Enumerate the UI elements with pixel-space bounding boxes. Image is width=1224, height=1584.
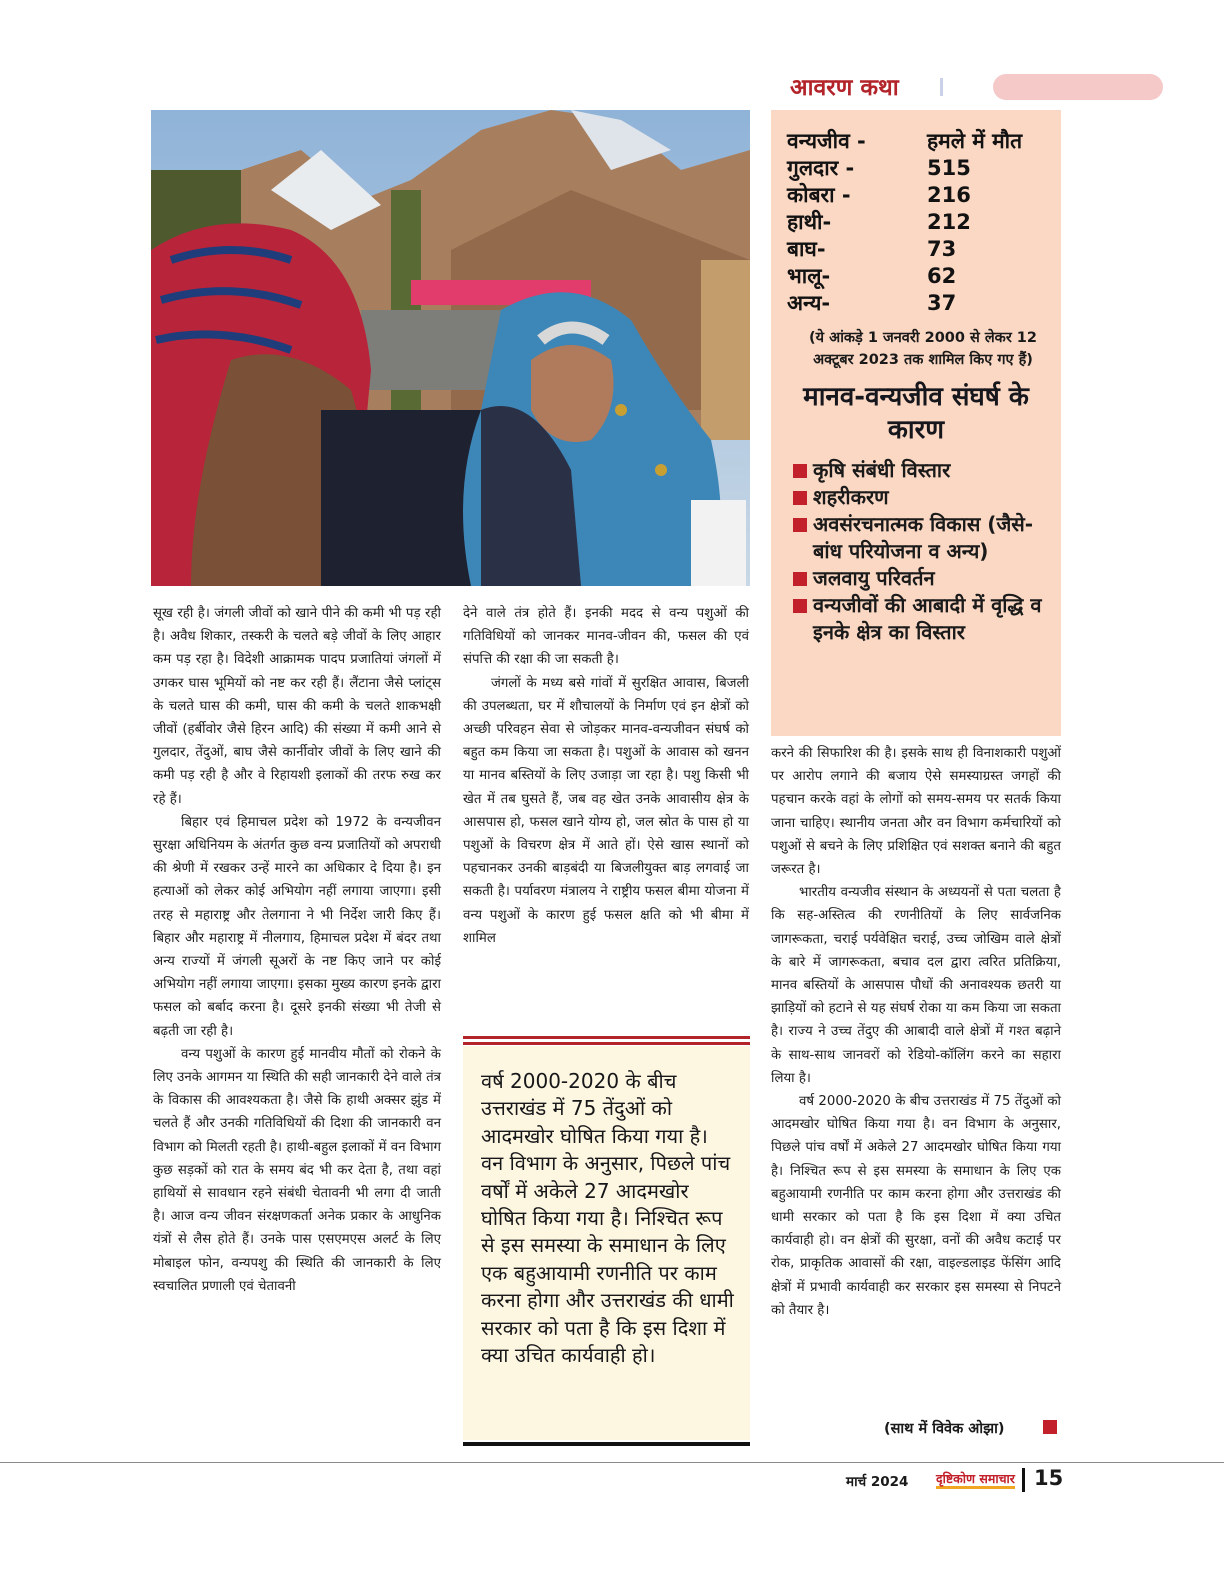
stats-row (787, 155, 1045, 182)
issue-date: मार्च 2024 (846, 1474, 909, 1490)
stats-value: 73 (927, 237, 957, 261)
cause-text: शहरीकरण (813, 485, 889, 509)
stats-row (787, 263, 1045, 290)
article-column-1 (153, 602, 441, 1298)
list-item (787, 484, 1045, 511)
stats-row (787, 236, 1045, 263)
stats-value: 212 (927, 210, 971, 234)
stats-row (787, 290, 1045, 317)
stats-row (787, 182, 1045, 209)
list-item (787, 511, 1045, 565)
stats-animal: भालू- (787, 264, 831, 288)
causes-list (787, 457, 1045, 646)
stats-animal: कोबरा - (787, 183, 851, 207)
stats-animal: वन्यजीव - (787, 129, 866, 153)
list-item (787, 457, 1045, 484)
stats-value: हमले में मौत (927, 129, 1023, 153)
stats-row (787, 128, 1045, 155)
section-divider (940, 78, 943, 96)
causes-title: मानव-वन्यजीव संघर्ष के कारण (803, 382, 1029, 445)
stats-animal: अन्य- (787, 291, 831, 315)
article-credit: (साथ में विवेक ओझा) (884, 1421, 1005, 1437)
section-label: आवरण कथा (790, 74, 899, 101)
cause-text: कृषि संबंधी विस्तार (813, 458, 951, 482)
magazine-logo: दृष्टिकोण समाचार (936, 1472, 1015, 1489)
section-decoration-pill (993, 74, 1163, 100)
cause-text: जलवायु परिवर्तन (813, 566, 935, 590)
stats-animal: हाथी- (787, 210, 832, 234)
bullet-square-icon (793, 599, 807, 613)
article-column-3 (771, 742, 1061, 1322)
article-paragraph: वन्य पशुओं के कारण हुई मानवीय मौतों को रोकने के लिए उनके आगमन या स्थिति की सही जानकारी देने वाले तंत्र के विकास की आवश्यकता है। जैसे कि हाथी अक्सर झुंड में चलते हैं और उनकी गतिविधियों की दिशा की जानकारी वन विभाग को मिलती रहती है। हाथी-बहुल इलाकों में वन विभाग कुछ सड़कों को रात के समय बंद भी कर देता है, तथा वहां हाथियों से सावधान रहने संबंधी चेतावनी भी लगा दी जाती है। आज वन्य जीवन संरक्षणकर्ता अनेक प्रकार के आधुनिक यंत्रों से लैस होते हैं। उनके पास एसएमएस अलर्ट के लिए मोबाइल फोन, वन्यपशु की स्थिति की जानकारी के लिए स्वचालित प्रणाली एवं चेतावनी (153, 1046, 441, 1294)
photo-icon (151, 110, 750, 586)
page-number: 15 (1034, 1466, 1064, 1490)
bullet-square-icon (793, 572, 807, 586)
stats-animal: गुलदार - (787, 156, 855, 180)
footer-rule (0, 1462, 1224, 1463)
bullet-square-icon (793, 491, 807, 505)
wildlife-deaths-box (771, 110, 1061, 736)
article-column-2 (463, 602, 749, 950)
callout-top-rule (463, 1042, 750, 1045)
bullet-square-icon (793, 518, 807, 532)
article-paragraph: भारतीय वन्यजीव संस्थान के अध्ययनों से पता चलता है कि सह-अस्तित्व की रणनीतियों के लिए सार्वजनिक जागरूकता, चराई पर्यवेक्षित चराई, उच्च जोखिम वाले क्षेत्रों के बारे में जागरूकता, बचाव दल द्वारा त्वरित प्रतिक्रिया, मानव बस्तियों के आसपास पौधों की अनावश्यक छतरी या झाड़ियों को हटाने से यह संघर्ष रोका या कम किया जा सकता है। राज्य ने उच्च तेंदुए की आबादी वाले क्षेत्रों में गश्त बढ़ाने के साथ-साथ जानवरों को रेडियो-कॉलिंग करने का सहारा लिया है। (771, 885, 1061, 1086)
cover-photo (151, 110, 750, 586)
stats-value: 515 (927, 156, 971, 180)
cause-text: वन्यजीवों की आबादी में वृद्धि व इनके क्षेत्र का विस्तार (813, 593, 1042, 644)
stats-animal: बाघ- (787, 237, 826, 261)
article-paragraph: बिहार एवं हिमाचल प्रदेश को 1972 के वन्यजीवन सुरक्षा अधिनियम के अंतर्गत कुछ वन्य प्रजातियों को अपराधी की श्रेणी में रखकर उन्हें मारने का अधिकार दे दिया है। इन हत्याओं को लेकर कोई अभियोग नहीं लगाया जाएगा। इसी तरह से महाराष्ट्र और तेलगाना ने भी निर्देश जारी किए हैं। बिहार और महाराष्ट्र में नीलगाय, हिमाचल प्रदेश में बंदर तथा अन्य राज्यों में जंगली सूअरों के नष्ट किए जाने पर कोई अभियोग नहीं लगाया जाएगा। इसका मुख्य कारण इनके द्वारा फसल को बर्बाद करना है। दूसरे इनकी संख्या भी तेजी से बढ़ती जा रही है। (153, 814, 441, 1039)
stats-note: (ये आंकड़े 1 जनवरी 2000 से लेकर 12 अक्टूबर 2023 तक शामिल किए गए हैं) (809, 330, 1037, 368)
cause-text: अवसंरचनात्मक विकास (जैसे-बांध परियोजना व अन्य) (813, 512, 1034, 563)
article-paragraph: जंगलों के मध्य बसे गांवों में सुरक्षित आवास, बिजली की उपलब्धता, घर में शौचालयों के निर्माण एवं इन क्षेत्रों को अच्छी परिवहन सेवा से जोड़कर मानव-वन्यजीवन संघर्ष को बहुत कम किया जा सकता है। पशुओं के आवास को खनन या मानव बस्तियों के लिए उजाड़ा जा रहा है। पशु किसी भी खेत में तब घुसते हैं, जब वह खेत उनके आवासीय क्षेत्र के आसपास हो, फसल खाने योग्य हो, जल स्रोत के पास हो या पशुओं के विचरण क्षेत्र में आते हों। ऐसे खास स्थानों को पहचानकर उनकी बाड़बंदी या बिजलीयुक्त बाड़ लगवाई जा सकती है। पर्यावरण मंत्रालय ने राष्ट्रीय फसल बीमा योजना में वन्य पशुओं के कारण हुई फसल क्षति को भी बीमा में शामिल (463, 675, 749, 946)
article-paragraph: करने की सिफारिश की है। इसके साथ ही विनाशकारी पशुओं पर आरोप लगाने की बजाय ऐसे समस्याग्रस्त जगहों की पहचान करके वहां के लोगों को समय-समय पर सतर्क किया जाना चाहिए। स्थानीय जनता और वन विभाग कर्मचारियों को पशुओं से बचने के लिए प्रशिक्षित एवं सशक्त बनाने की बहुत जरूरत है। (771, 746, 1061, 878)
callout-bottom-rule (463, 1442, 750, 1446)
bullet-square-icon (793, 464, 807, 478)
article-paragraph: देने वाले तंत्र होते हैं। इनकी मदद से वन्य पशुओं की गतिविधियों को जानकर मानव-जीवन की, फसल की एवं संपत्ति की रक्षा की जा सकती है। (463, 606, 749, 668)
stats-value: 62 (927, 264, 957, 288)
list-item (787, 565, 1045, 592)
article-paragraph: वर्ष 2000-2020 के बीच उत्तराखंड में 75 तेंदुओं को आदमखोर घोषित किया गया है। वन विभाग के अनुसार, पिछले पांच वर्षों में अकेले 27 आदमखोर घोषित किया गया है। निश्चित रूप से इस समस्या के समाधान के लिए एक बहुआयामी रणनीति पर काम करना होगा और उत्तराखंड की धामी सरकार को पता है कि इस दिशा में क्या उचित कार्यवाही हो। वन क्षेत्रों की सुरक्षा, वनों की अवैध कटाई पर रोक, प्राकृतिक आवासों की रक्षा, वाइल्डलाइड फेंसिंग आदि क्षेत्रों में प्रभावी कार्यवाही कर सरकार इस समस्या से निपटने को तैयार है। (771, 1094, 1061, 1318)
footer-divider (1022, 1468, 1025, 1492)
end-square-icon (1043, 1420, 1057, 1434)
stats-row (787, 209, 1045, 236)
stats-value: 216 (927, 183, 971, 207)
callout-top-rule (463, 1036, 750, 1039)
article-paragraph: सूख रही है। जंगली जीवों को खाने पीने की कमी भी पड़ रही है। अवैध शिकार, तस्करी के चलते बड़े जीवों के लिए आहार कम पड़ रहा है। विदेशी आक्रामक पादप प्रजातियां जंगलों में उगकर घास भूमियों को नष्ट कर रही हैं। लैंटाना जैसे प्लांट्स के चलते घास की कमी, घास की कमी के चलते शाकभक्षी जीवों (हर्बीवोर जैसे हिरन आदि) की संख्या में कमी आने से गुलदार, तेंदुओं, बाघ जैसे कार्नीवोर जीवों के लिए खाने की कमी पड़ रही है और वे रिहायशी इलाकों की तरफ रुख कर रहे हैं। (153, 606, 441, 807)
pull-quote-box (463, 1046, 750, 1440)
stats-value: 37 (927, 291, 957, 315)
pull-quote-text: वर्ष 2000-2020 के बीच उत्तराखंड में 75 तेंदुओं को आदमखोर घोषित किया गया है। वन विभाग के अनुसार, पिछले पांच वर्षों में अकेले 27 आदमखोर घोषित किया गया है। निश्चित रूप से इस समस्या के समाधान के लिए एक बहुआयामी रणनीति पर काम करना होगा और उत्तराखंड की धामी सरकार को पता है कि इस दिशा में क्या उचित कार्यवाही हो। (481, 1069, 734, 1368)
list-item (787, 592, 1045, 646)
